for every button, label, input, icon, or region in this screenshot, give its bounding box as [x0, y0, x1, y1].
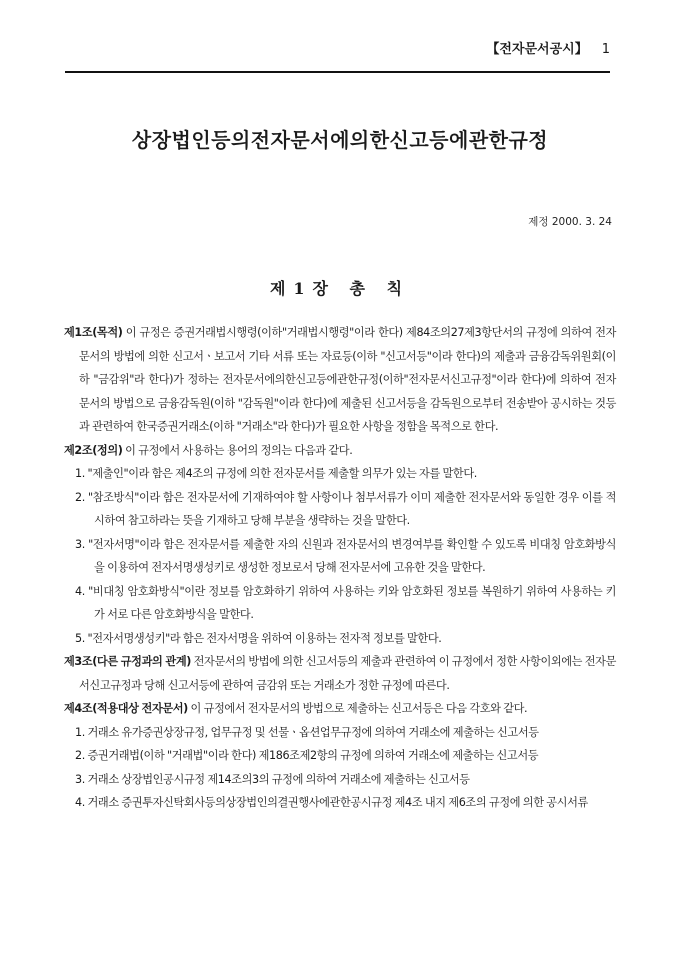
document-body	[64, 321, 616, 815]
list-item: 2. "참조방식"이라 함은 전자문서에 기재하여야 할 사항이나 첨부서류가 이미 제출한 전자문서와 동일한 경우 이를 적시하여 참고하라는 뜻을 기재하고 당해 부분을 생략하는 것을 말한다.	[75, 490, 616, 527]
list-item: 4. 거래소 증권투자신탁회사등의상장법인의결권행사에관한공시규정 제4조 내지 제6조의 규정에 의한 공시서류	[75, 796, 588, 809]
enactment-date: 제정 2000. 3. 24	[528, 216, 612, 228]
list-item: 4. "비대칭 암호화방식"이란 정보를 암호화하기 위하여 사용하는 키와 암호화된 정보를 복원하기 위하여 사용하는 키가 서로 다른 암호화방식을 말한다.	[75, 584, 616, 621]
header-divider	[65, 71, 610, 73]
list-item: 1. "제출인"이라 함은 제4조의 규정에 의한 전자문서를 제출할 의무가 있는 자를 말한다.	[75, 467, 477, 480]
article-text: 전자문서의 방법에 의한 신고서등의 제출과 관련하여 이 규정에서 정한 사항이외에는 전자문서신고규정과 당해 신고서등에 관하여 금감위 또는 거래소가 정한 규정에 따른다.	[79, 655, 616, 692]
page-number: 1	[601, 42, 610, 57]
article-heading: 제2조(정의)	[64, 443, 123, 457]
chapter-title: 제1장 총 칙	[269, 279, 411, 298]
article-1	[64, 321, 616, 439]
article-heading: 제4조(적용대상 전자문서)	[64, 702, 188, 715]
list-item: 5. "전자서명생성키"라 함은 전자서명을 위하여 이용하는 전자적 정보를 말한다.	[75, 631, 442, 645]
list-item: 3. 거래소 상장법인공시규정 제14조의3의 규정에 의하여 거래소에 제출하는 신고서등	[75, 772, 470, 786]
article-3	[64, 650, 616, 697]
article-2	[64, 439, 616, 463]
list-item: 1. 거래소 유가증권상장규정, 업무규정 및 선물ㆍ옵션업무규정에 의하여 거래소에 제출하는 신고서등	[75, 725, 539, 739]
list-item: 3. "전자서명"이라 함은 전자문서를 제출한 자의 신원과 전자문서의 변경여부를 확인할 수 있도록 비대칭 암호화방식을 이용하여 전자서명생성키로 생성한 정보로서 당해 전자문서에 고유한 것을 말한다.	[75, 537, 616, 574]
article-text: 이 규정은 증권거래법시행령(이하"거래법시행령"이라 한다) 제84조의27제3항단서의 규정에 의하여 전자문서의 방법에 의한 신고서ㆍ보고서 기타 서류 또는 자료등(이하 "신고서등"이라 한다)의 제출과 금융감독위원회(이하 "금감위"라 한다)가 정하는 전자문서에의한신고등에관한규정(이하"전자문서신고규정"이라 한다)에 의하여 전자문서의 방법으로 금융감독원(이하 "감독원"이라 한다)에 제출된 신고서등을 감독원으로부터 전송받아 공시하는 것등과 관련하여 한국증권거래소(이하 "거래소"라 한다)가 필요한 사항을 정함을 목적으로 한다.	[79, 326, 616, 433]
article-heading: 제3조(다른 규정과의 관계)	[64, 655, 191, 668]
page-header	[65, 38, 610, 57]
article-heading: 제1조(목적)	[64, 326, 123, 339]
article-text: 이 규정에서 전자문서의 방법으로 제출하는 신고서등은 다음 각호와 같다.	[187, 702, 528, 715]
document-title: 상장법인등의전자문서에의한신고등에관한규정	[131, 128, 549, 152]
document-tag: 【전자문서공시】	[486, 42, 588, 57]
article-4	[64, 697, 616, 721]
article-text: 이 규정에서 사용하는 용어의 정의는 다음과 같다.	[122, 443, 353, 457]
list-item: 2. 증권거래법(이하 "거래법"이라 한다) 제186조제2항의 규정에 의하여 거래소에 제출하는 신고서등	[75, 749, 539, 762]
